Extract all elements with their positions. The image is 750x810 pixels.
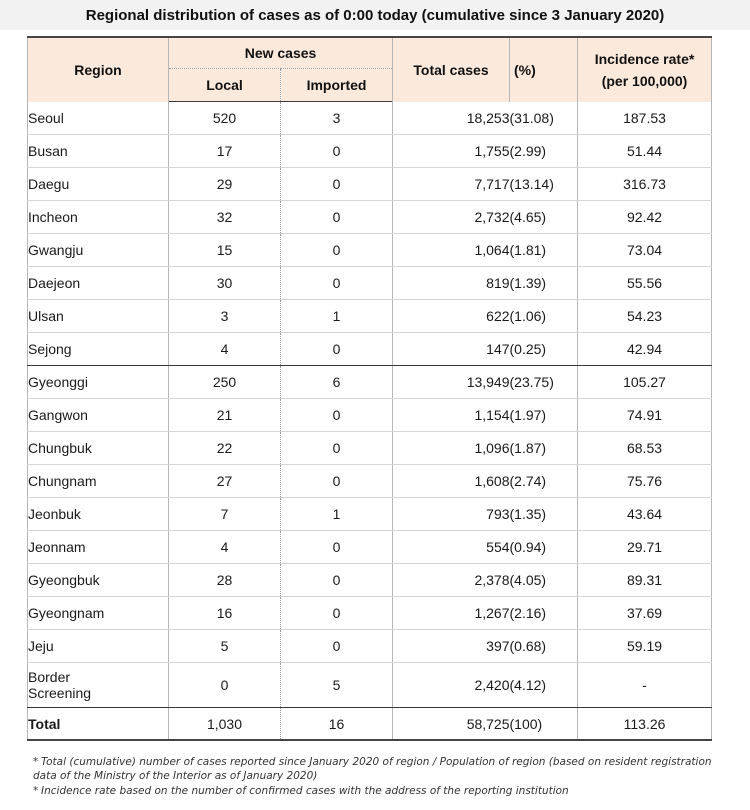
table-row: [28, 300, 712, 333]
total-cell: 819: [393, 267, 510, 300]
region-cell: Chungnam: [28, 465, 169, 498]
imported-cell: 0: [281, 531, 393, 564]
percent-cell: (2.16): [510, 597, 578, 630]
table-row: [28, 201, 712, 234]
footnote-marker: *: [33, 785, 39, 797]
total-cell: 18,253: [393, 102, 510, 135]
header-total-cases: Total cases: [393, 37, 510, 102]
table-row: [28, 234, 712, 267]
region-cell: Jeju: [28, 630, 169, 663]
region-cell: Total: [28, 708, 169, 741]
total-cell: 1,267: [393, 597, 510, 630]
imported-cell: 0: [281, 201, 393, 234]
region-cell: Gwangju: [28, 234, 169, 267]
incidence-cell: 43.64: [578, 498, 712, 531]
total-cell: 7,717: [393, 168, 510, 201]
region-cell: Sejong: [28, 333, 169, 366]
table-row: [28, 366, 712, 399]
total-cell: 622: [393, 300, 510, 333]
local-cell: 22: [169, 432, 281, 465]
region-cell: Gyeongbuk: [28, 564, 169, 597]
header-incidence-rate-line1: Incidence rate*: [594, 50, 695, 67]
incidence-cell: 74.91: [578, 399, 712, 432]
percent-cell: (31.08): [510, 102, 578, 135]
imported-cell: 0: [281, 597, 393, 630]
imported-cell: 1: [281, 498, 393, 531]
incidence-cell: 42.94: [578, 333, 712, 366]
region-cell: Busan: [28, 135, 169, 168]
imported-cell: 0: [281, 399, 393, 432]
percent-cell: (0.25): [510, 333, 578, 366]
percent-cell: (13.14): [510, 168, 578, 201]
local-cell: 7: [169, 498, 281, 531]
region-cell: Ulsan: [28, 300, 169, 333]
footnote-1: [33, 755, 733, 783]
table-row: [28, 168, 712, 201]
footnote-text: Total (cumulative) number of cases reported since January 2020 of region / Population of region (based on resident registration data of the Ministry of the Interior as of January 2020): [33, 756, 712, 782]
local-cell: 520: [169, 102, 281, 135]
region-cell: Gangwon: [28, 399, 169, 432]
region-cell: Jeonbuk: [28, 498, 169, 531]
table-row-total: [28, 708, 712, 741]
percent-cell: (0.68): [510, 630, 578, 663]
incidence-cell: 89.31: [578, 564, 712, 597]
incidence-cell: 73.04: [578, 234, 712, 267]
table-row: [28, 564, 712, 597]
local-cell: 4: [169, 333, 281, 366]
incidence-cell: 55.56: [578, 267, 712, 300]
table-row: [28, 465, 712, 498]
region-cell: Jeonnam: [28, 531, 169, 564]
header-region: Region: [28, 37, 169, 102]
table-row-border-screening: [28, 663, 712, 708]
percent-cell: (1.97): [510, 399, 578, 432]
imported-cell: 0: [281, 432, 393, 465]
incidence-cell: 37.69: [578, 597, 712, 630]
table-row: [28, 597, 712, 630]
imported-cell: 0: [281, 267, 393, 300]
imported-cell: 3: [281, 102, 393, 135]
region-cell: Gyeongnam: [28, 597, 169, 630]
region-cell: [28, 663, 169, 708]
local-cell: 30: [169, 267, 281, 300]
total-cell: 1,096: [393, 432, 510, 465]
percent-cell: (1.39): [510, 267, 578, 300]
total-cell: 1,154: [393, 399, 510, 432]
incidence-cell: 59.19: [578, 630, 712, 663]
table-row: [28, 630, 712, 663]
percent-cell: (2.74): [510, 465, 578, 498]
page-title: Regional distribution of cases as of 0:00 today (cumulative since 3 January 2020): [0, 0, 750, 30]
local-cell: 16: [169, 597, 281, 630]
region-line2: Screening: [28, 685, 92, 701]
table-row: [28, 267, 712, 300]
total-cell: 2,378: [393, 564, 510, 597]
imported-cell: 16: [281, 708, 393, 741]
table-row: [28, 333, 712, 366]
total-cell: 147: [393, 333, 510, 366]
region-cell: Chungbuk: [28, 432, 169, 465]
region-cell: Incheon: [28, 201, 169, 234]
percent-cell: (1.35): [510, 498, 578, 531]
total-cell: 554: [393, 531, 510, 564]
incidence-cell: 105.27: [578, 366, 712, 399]
percent-cell: (1.06): [510, 300, 578, 333]
header-new-cases: New cases: [169, 37, 393, 69]
table-row: [28, 531, 712, 564]
local-cell: 27: [169, 465, 281, 498]
region-cell: Gyeonggi: [28, 366, 169, 399]
total-cell: 1,755: [393, 135, 510, 168]
total-cell: 1,064: [393, 234, 510, 267]
footnote-marker: *: [33, 756, 39, 768]
imported-cell: 0: [281, 465, 393, 498]
local-cell: 28: [169, 564, 281, 597]
imported-cell: 6: [281, 366, 393, 399]
incidence-cell: 54.23: [578, 300, 712, 333]
imported-cell: 0: [281, 333, 393, 366]
header-incidence-rate: [578, 37, 712, 102]
local-cell: 3: [169, 300, 281, 333]
percent-cell: (2.99): [510, 135, 578, 168]
header-imported: Imported: [281, 69, 393, 102]
table-row: [28, 102, 712, 135]
imported-cell: 1: [281, 300, 393, 333]
incidence-cell: 29.71: [578, 531, 712, 564]
total-cell: 793: [393, 498, 510, 531]
table-row: [28, 432, 712, 465]
imported-cell: 5: [281, 663, 393, 708]
total-cell: 1,608: [393, 465, 510, 498]
incidence-cell: 187.53: [578, 102, 712, 135]
imported-cell: 0: [281, 135, 393, 168]
table-row: [28, 135, 712, 168]
imported-cell: 0: [281, 564, 393, 597]
header-percent: (%): [510, 37, 578, 102]
table-body: [28, 102, 712, 741]
table-row: [28, 498, 712, 531]
total-cell: 2,420: [393, 663, 510, 708]
local-cell: 1,030: [169, 708, 281, 741]
footnote-2: [33, 784, 733, 798]
regional-cases-table: [27, 36, 712, 741]
incidence-cell: 316.73: [578, 168, 712, 201]
percent-cell: (0.94): [510, 531, 578, 564]
table-row: [28, 399, 712, 432]
total-cell: 58,725: [393, 708, 510, 741]
incidence-cell: -: [578, 663, 712, 708]
imported-cell: 0: [281, 630, 393, 663]
total-cell: 397: [393, 630, 510, 663]
local-cell: 0: [169, 663, 281, 708]
region-cell: Daejeon: [28, 267, 169, 300]
region-cell: Daegu: [28, 168, 169, 201]
imported-cell: 0: [281, 168, 393, 201]
percent-cell: (4.65): [510, 201, 578, 234]
percent-cell: (23.75): [510, 366, 578, 399]
total-cell: 13,949: [393, 366, 510, 399]
percent-cell: (100): [510, 708, 578, 741]
percent-cell: (4.12): [510, 663, 578, 708]
header-incidence-rate-line2: (per 100,000): [601, 72, 688, 89]
local-cell: 21: [169, 399, 281, 432]
incidence-cell: 92.42: [578, 201, 712, 234]
incidence-cell: 68.53: [578, 432, 712, 465]
imported-cell: 0: [281, 234, 393, 267]
local-cell: 5: [169, 630, 281, 663]
incidence-cell: 113.26: [578, 708, 712, 741]
local-cell: 29: [169, 168, 281, 201]
total-cell: 2,732: [393, 201, 510, 234]
header-local: Local: [169, 69, 281, 102]
region-line1: Border: [28, 669, 71, 685]
local-cell: 250: [169, 366, 281, 399]
local-cell: 15: [169, 234, 281, 267]
percent-cell: (1.81): [510, 234, 578, 267]
incidence-cell: 51.44: [578, 135, 712, 168]
percent-cell: (1.87): [510, 432, 578, 465]
percent-cell: (4.05): [510, 564, 578, 597]
local-cell: 32: [169, 201, 281, 234]
incidence-cell: 75.76: [578, 465, 712, 498]
local-cell: 17: [169, 135, 281, 168]
region-cell: Seoul: [28, 102, 169, 135]
footnote-text: Incidence rate based on the number of confirmed cases with the address of the reporting institution: [41, 785, 569, 797]
local-cell: 4: [169, 531, 281, 564]
